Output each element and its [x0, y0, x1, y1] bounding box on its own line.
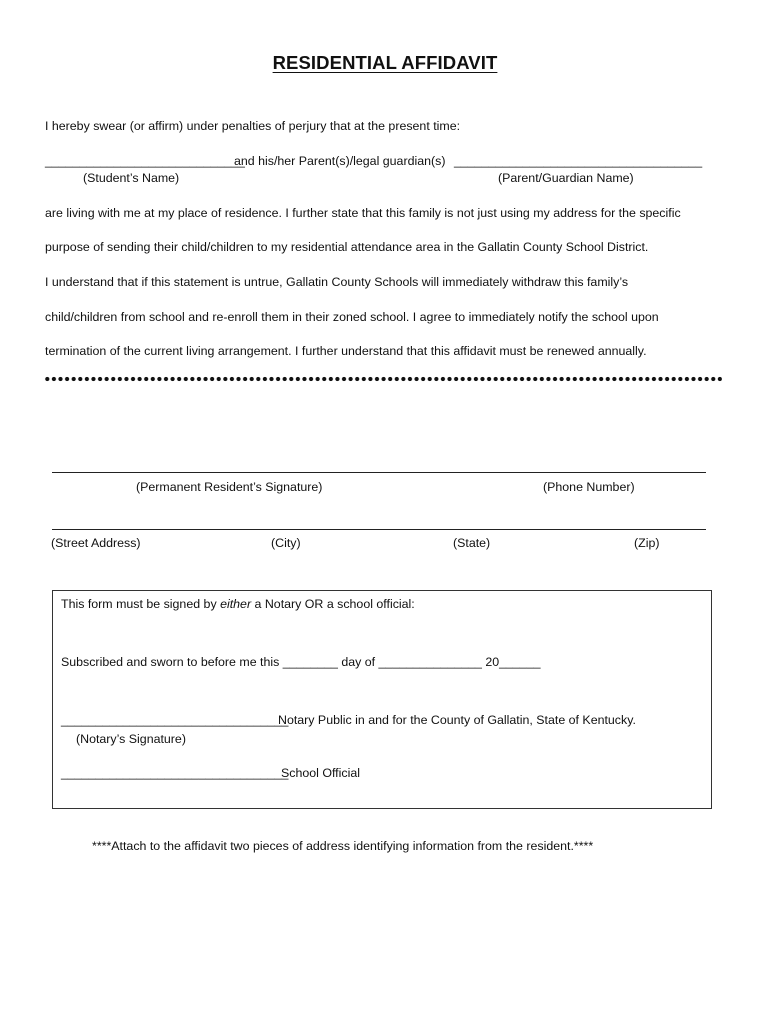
- intro-statement: I hereby swear (or affirm) under penalties of perjury that at the present time:: [45, 119, 461, 133]
- attachment-note: ****Attach to the affidavit two pieces of address identifying information from the resident.****: [92, 839, 594, 853]
- resident-signature-line[interactable]: [52, 472, 706, 473]
- notary-signature-label: (Notary’s Signature): [76, 732, 186, 746]
- paragraph-line: termination of the current living arrangement. I further understand that this affidavit must be renewed annually.: [45, 344, 647, 358]
- phone-number-label: (Phone Number): [543, 480, 635, 494]
- state-label: (State): [453, 536, 491, 550]
- sworn-date-line[interactable]: Subscribed and sworn to before me this ________ day of _______________ 20______: [61, 655, 541, 669]
- parent-connector-text: and his/her Parent(s)/legal guardian(s): [234, 154, 446, 168]
- dotted-divider: [44, 376, 722, 382]
- heading-text: This form must be signed by: [61, 597, 221, 611]
- school-official-blank[interactable]: _________________________________: [61, 766, 289, 780]
- notary-box-heading: [61, 597, 415, 611]
- resident-signature-label: (Permanent Resident’s Signature): [136, 480, 323, 494]
- student-name-blank[interactable]: _____________________________: [45, 154, 245, 168]
- city-label: (City): [271, 536, 301, 550]
- student-name-label: (Student’s Name): [83, 171, 180, 185]
- paragraph-line: are living with me at my place of residence. I further state that this family is not just using my address for the specific: [45, 206, 681, 220]
- heading-text: a Notary OR a school official:: [251, 597, 415, 611]
- parent-name-label: (Parent/Guardian Name): [498, 171, 634, 185]
- page-title: RESIDENTIAL AFFIDAVIT: [272, 52, 498, 73]
- notary-public-text: Notary Public in and for the County of Gallatin, State of Kentucky.: [278, 713, 636, 727]
- parent-name-blank[interactable]: ____________________________________: [454, 154, 703, 168]
- zip-label: (Zip): [634, 536, 660, 550]
- notary-signature-blank[interactable]: _________________________________: [61, 713, 289, 727]
- street-address-label: (Street Address): [51, 536, 141, 550]
- paragraph-line: I understand that if this statement is untrue, Gallatin County Schools will immediately withdraw this family’s: [45, 275, 629, 289]
- paragraph-line: purpose of sending their child/children to my residential attendance area in the Gallatin County School District.: [45, 240, 649, 254]
- heading-emphasis: either: [220, 597, 252, 611]
- address-line[interactable]: [52, 529, 706, 530]
- paragraph-line: child/children from school and re-enroll them in their zoned school. I agree to immediately notify the school upon: [45, 310, 659, 324]
- school-official-text: School Official: [281, 766, 360, 780]
